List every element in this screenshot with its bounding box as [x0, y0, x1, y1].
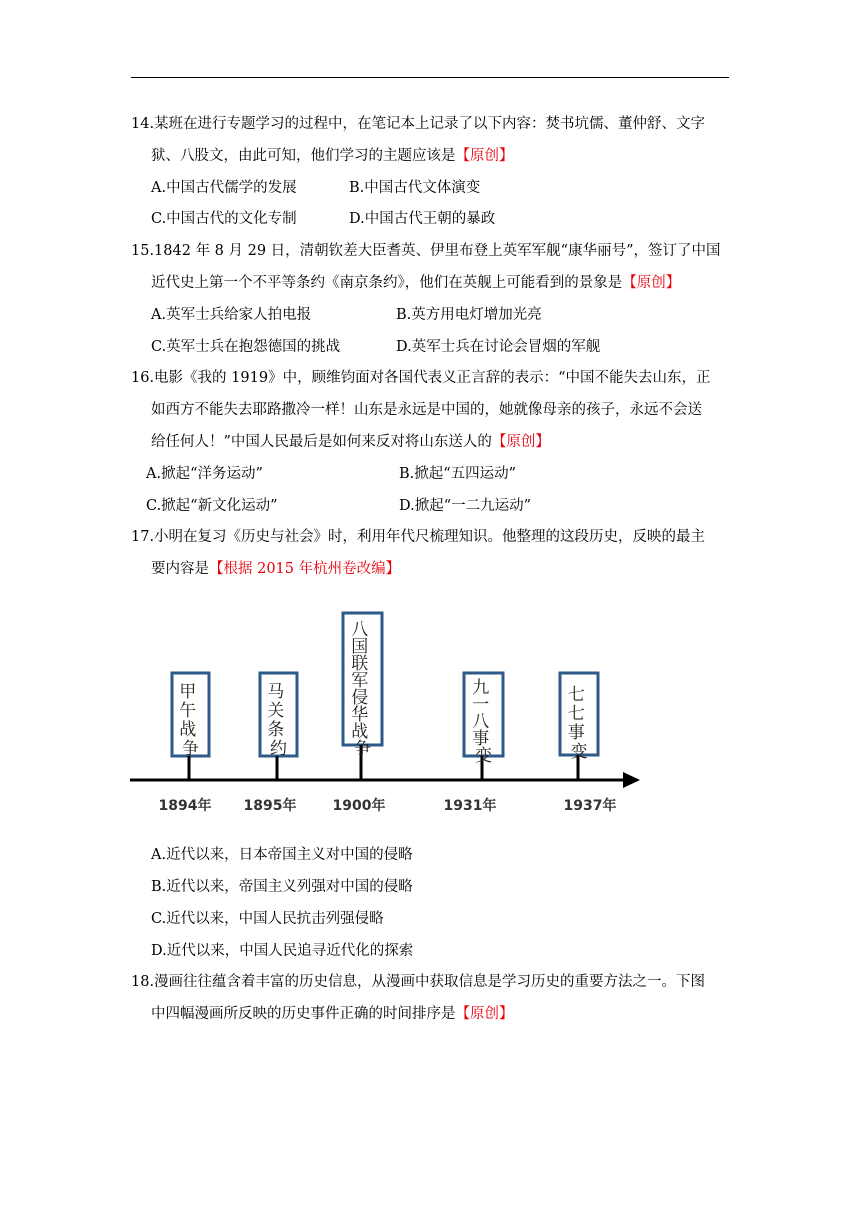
q15-option-a: A.英军士兵给家人拍电报	[151, 307, 312, 323]
year-label-1937: 1937年	[563, 798, 617, 814]
event-char: 八	[351, 620, 369, 640]
q14-option-b: B.中国古代文体演变	[349, 180, 481, 196]
year-label-1895: 1895年	[243, 798, 297, 814]
q18-stem-line2	[151, 1004, 514, 1024]
q14-stem-line1: 14.某班在进行专题学习的过程中，在笔记本上记录了以下内容：焚书坑儒、董仲舒、文字	[131, 116, 706, 132]
event-char: 事	[567, 723, 585, 743]
q18-stem-line1: 18.漫画往往蕴含着丰富的历史信息，从漫画中获取信息是学习历史的重要方法之一。下图	[131, 974, 706, 990]
event-char: 七	[567, 685, 585, 705]
q18-source-tag: 【原创】	[455, 1006, 514, 1022]
header-rule	[131, 77, 729, 78]
q16-option-c: C.掀起“新文化运动”	[146, 498, 278, 514]
event-char: 八	[472, 712, 490, 732]
event-char: 九	[472, 678, 490, 698]
q15-stem-line1: 15.1842 年 8 月 29 日，清朝钦差大臣耆英、伊里布登上英军军舰“康华丽号”，签订了中国	[131, 243, 721, 259]
q14-source-tag: 【原创】	[455, 148, 514, 164]
event-label-1931	[472, 678, 494, 766]
q15-option-d: D.英军士兵在讨论会冒烟的军舰	[396, 339, 601, 355]
timeline-arrowhead	[623, 772, 640, 788]
q17-option-d: D.近代以来，中国人民追寻近代化的探索	[151, 943, 414, 959]
q17-source-tag: 【根据 2015 年杭州卷改编】	[209, 561, 401, 577]
event-char: 甲	[179, 682, 197, 702]
event-label-1894	[179, 682, 201, 759]
event-char: 国	[351, 637, 369, 657]
year-label-1931: 1931年	[443, 798, 497, 814]
q17-stem-text: 要内容是	[151, 561, 209, 577]
q16-option-d: D.掀起“一二九运动”	[399, 498, 532, 514]
q15-stem-line2	[151, 273, 680, 293]
event-char: 事	[472, 729, 490, 749]
event-char: 一	[472, 695, 490, 715]
year-label-1900: 1900年	[332, 798, 386, 814]
event-char: 马	[267, 682, 285, 702]
q18-stem-text: 中四幅漫画所反映的历史事件正确的时间排序是	[151, 1006, 456, 1022]
q17-stem-line2	[151, 559, 400, 579]
q16-stem-text: 给任何人！”中国人民最后是如何来反对将山东送人的	[151, 434, 492, 450]
event-char: 变	[570, 742, 588, 762]
q16-stem-line2: 如西方不能失去耶路撒冷一样！山东是永远是中国的，她就像母亲的孩子，永远不会送	[151, 402, 702, 418]
q16-option-a: A.掀起“洋务运动”	[146, 466, 263, 482]
event-char: 侵	[351, 688, 369, 708]
event-char: 条	[267, 720, 285, 740]
event-char: 争	[182, 739, 199, 759]
q15-source-tag: 【原创】	[622, 275, 681, 291]
q14-option-c: C.中国古代的文化专制	[151, 211, 297, 227]
q14-stem-text: 狱、八股文，由此可知，他们学习的主题应该是	[151, 148, 456, 164]
year-label-1894: 1894年	[158, 798, 212, 814]
event-char: 华	[351, 705, 369, 725]
q17-option-a: A.近代以来，日本帝国主义对中国的侵略	[151, 847, 413, 863]
event-char: 争	[354, 739, 371, 759]
q15-stem-text: 近代史上第一个不平等条约《南京条约》，他们在英舰上可能看到的景象是	[151, 275, 623, 291]
event-char: 战	[351, 722, 369, 742]
timeline-figure	[125, 605, 650, 820]
event-label-1937	[568, 685, 590, 762]
event-char: 关	[267, 701, 285, 721]
q17-option-b: B.近代以来，帝国主义列强对中国的侵略	[151, 879, 413, 895]
event-char: 午	[179, 701, 197, 721]
q15-option-b: B.英方用电灯增加光亮	[396, 307, 542, 323]
q14-option-d: D.中国古代王朝的暴政	[349, 211, 496, 227]
q15-option-c: C.英军士兵在抱怨德国的挑战	[151, 339, 341, 355]
event-char: 军	[351, 671, 369, 691]
q16-stem-line3	[151, 432, 550, 452]
event-char: 战	[179, 720, 197, 740]
event-label-1900	[351, 620, 373, 759]
q17-option-c: C.近代以来，中国人民抗击列强侵略	[151, 911, 384, 927]
event-char: 联	[351, 654, 369, 674]
q14-option-a: A.中国古代儒学的发展	[151, 180, 297, 196]
event-char: 变	[475, 746, 492, 766]
event-label-1895	[267, 682, 289, 759]
q14-stem-line2	[151, 146, 514, 166]
q16-source-tag: 【原创】	[491, 434, 550, 450]
q16-option-b: B.掀起“五四运动”	[399, 466, 517, 482]
event-char: 七	[567, 704, 585, 724]
q16-stem-line1: 16.电影《我的 1919》中，顾维钧面对各国代表义正言辞的表示：“中国不能失去山东，正	[131, 370, 711, 386]
q17-stem-line1: 17.小明在复习《历史与社会》时，利用年代尺梳理知识。他整理的这段历史，反映的最主	[131, 529, 706, 545]
event-char: 约	[270, 739, 287, 759]
